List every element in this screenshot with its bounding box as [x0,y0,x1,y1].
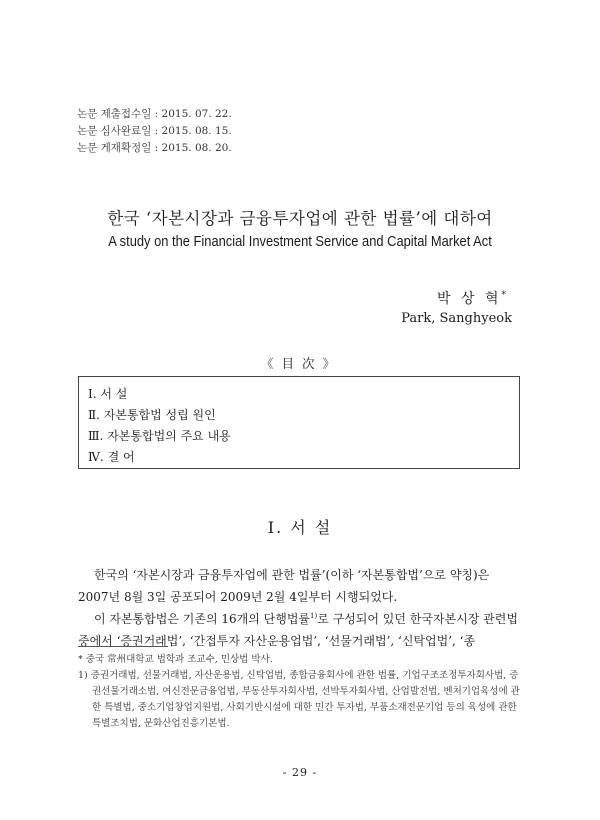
footnotes [78,652,524,732]
body-paragraph-1: 한국의 ‘자본시장과 금융투자업에 관한 법률’(이하 ‘자본통합법’으로 약칭)은 2007년 8월 3일 공포되어 2009년 2월 4일부터 시행되었다. [78,568,490,604]
toc-item-3: Ⅲ. 자본통합법의 주요 내용 [88,429,231,443]
toc-item-1: Ⅰ. 서 설 [88,387,128,401]
author-name-english: Park, Sanghyeok [401,311,512,326]
footnote-divider [78,646,168,647]
date-reviewed: 논문 심사완료일 : 2015. 08. 15. [77,125,232,137]
toc-item-4: Ⅳ. 결 어 [88,450,135,464]
author-name-korean-text: 박 상 혁 [437,291,502,307]
footnote-1: 1) 증권거래법, 선물거래법, 자산운용법, 신탁업법, 종합금융회사에 관한 법률, 기업구조조정투자회사법, 증권선물거래소법, 여신전문금융업법, 부동산투자회사법, 선박투자회사법, 산업발전법, 벤처기업육성에 관한 특별법, 중소기업창업지원법, 사회기반시설에 대한 민간 투자법, 부품소재전문기업 등의 육성에 관한특별조치법, 문화산업진흥기본법. [78,670,520,729]
toc-heading: 《 目 次 》 [261,356,337,371]
paper-title-korean: 한국 ‘자본시장과 금융투자업에 관한 법률’에 대하여 [107,209,493,228]
date-accepted: 논문 게재확정일 : 2015. 08. 20. [77,142,232,154]
p2-text-before: 이 자본통합법은 기존의 16개의 단행법률 [94,612,311,626]
footnote-author: * 중국 常州대학교 법학과 조교수, 민상법 박사. [78,654,273,665]
author-name-korean [437,288,506,308]
toc-item-2: Ⅱ. 자본통합법 성립 원인 [88,408,216,422]
date-received: 논문 제출접수일 : 2015. 07. 22. [77,108,232,120]
paper-title-english: A study on the Financial Investment Service and Capital Market Act [108,233,492,250]
table-of-contents [78,346,520,468]
footnote-ref-1: 1) [310,612,318,620]
body-paragraph-2 [78,605,522,652]
author-footnote-marker: * [501,290,506,301]
toc-list [88,384,231,468]
submission-dates [77,106,232,157]
section-heading: Ⅰ. 서 설 [267,518,333,537]
page-number: - 29 - [282,766,318,779]
p2-text-after: 로 구성되어 있던 한국자본시장 관련법 중에서 ‘증권거래법’, ‘간접투자 자산운용업법’, ‘선물거래법’, ‘신탁업법’, ‘종 [78,612,518,648]
